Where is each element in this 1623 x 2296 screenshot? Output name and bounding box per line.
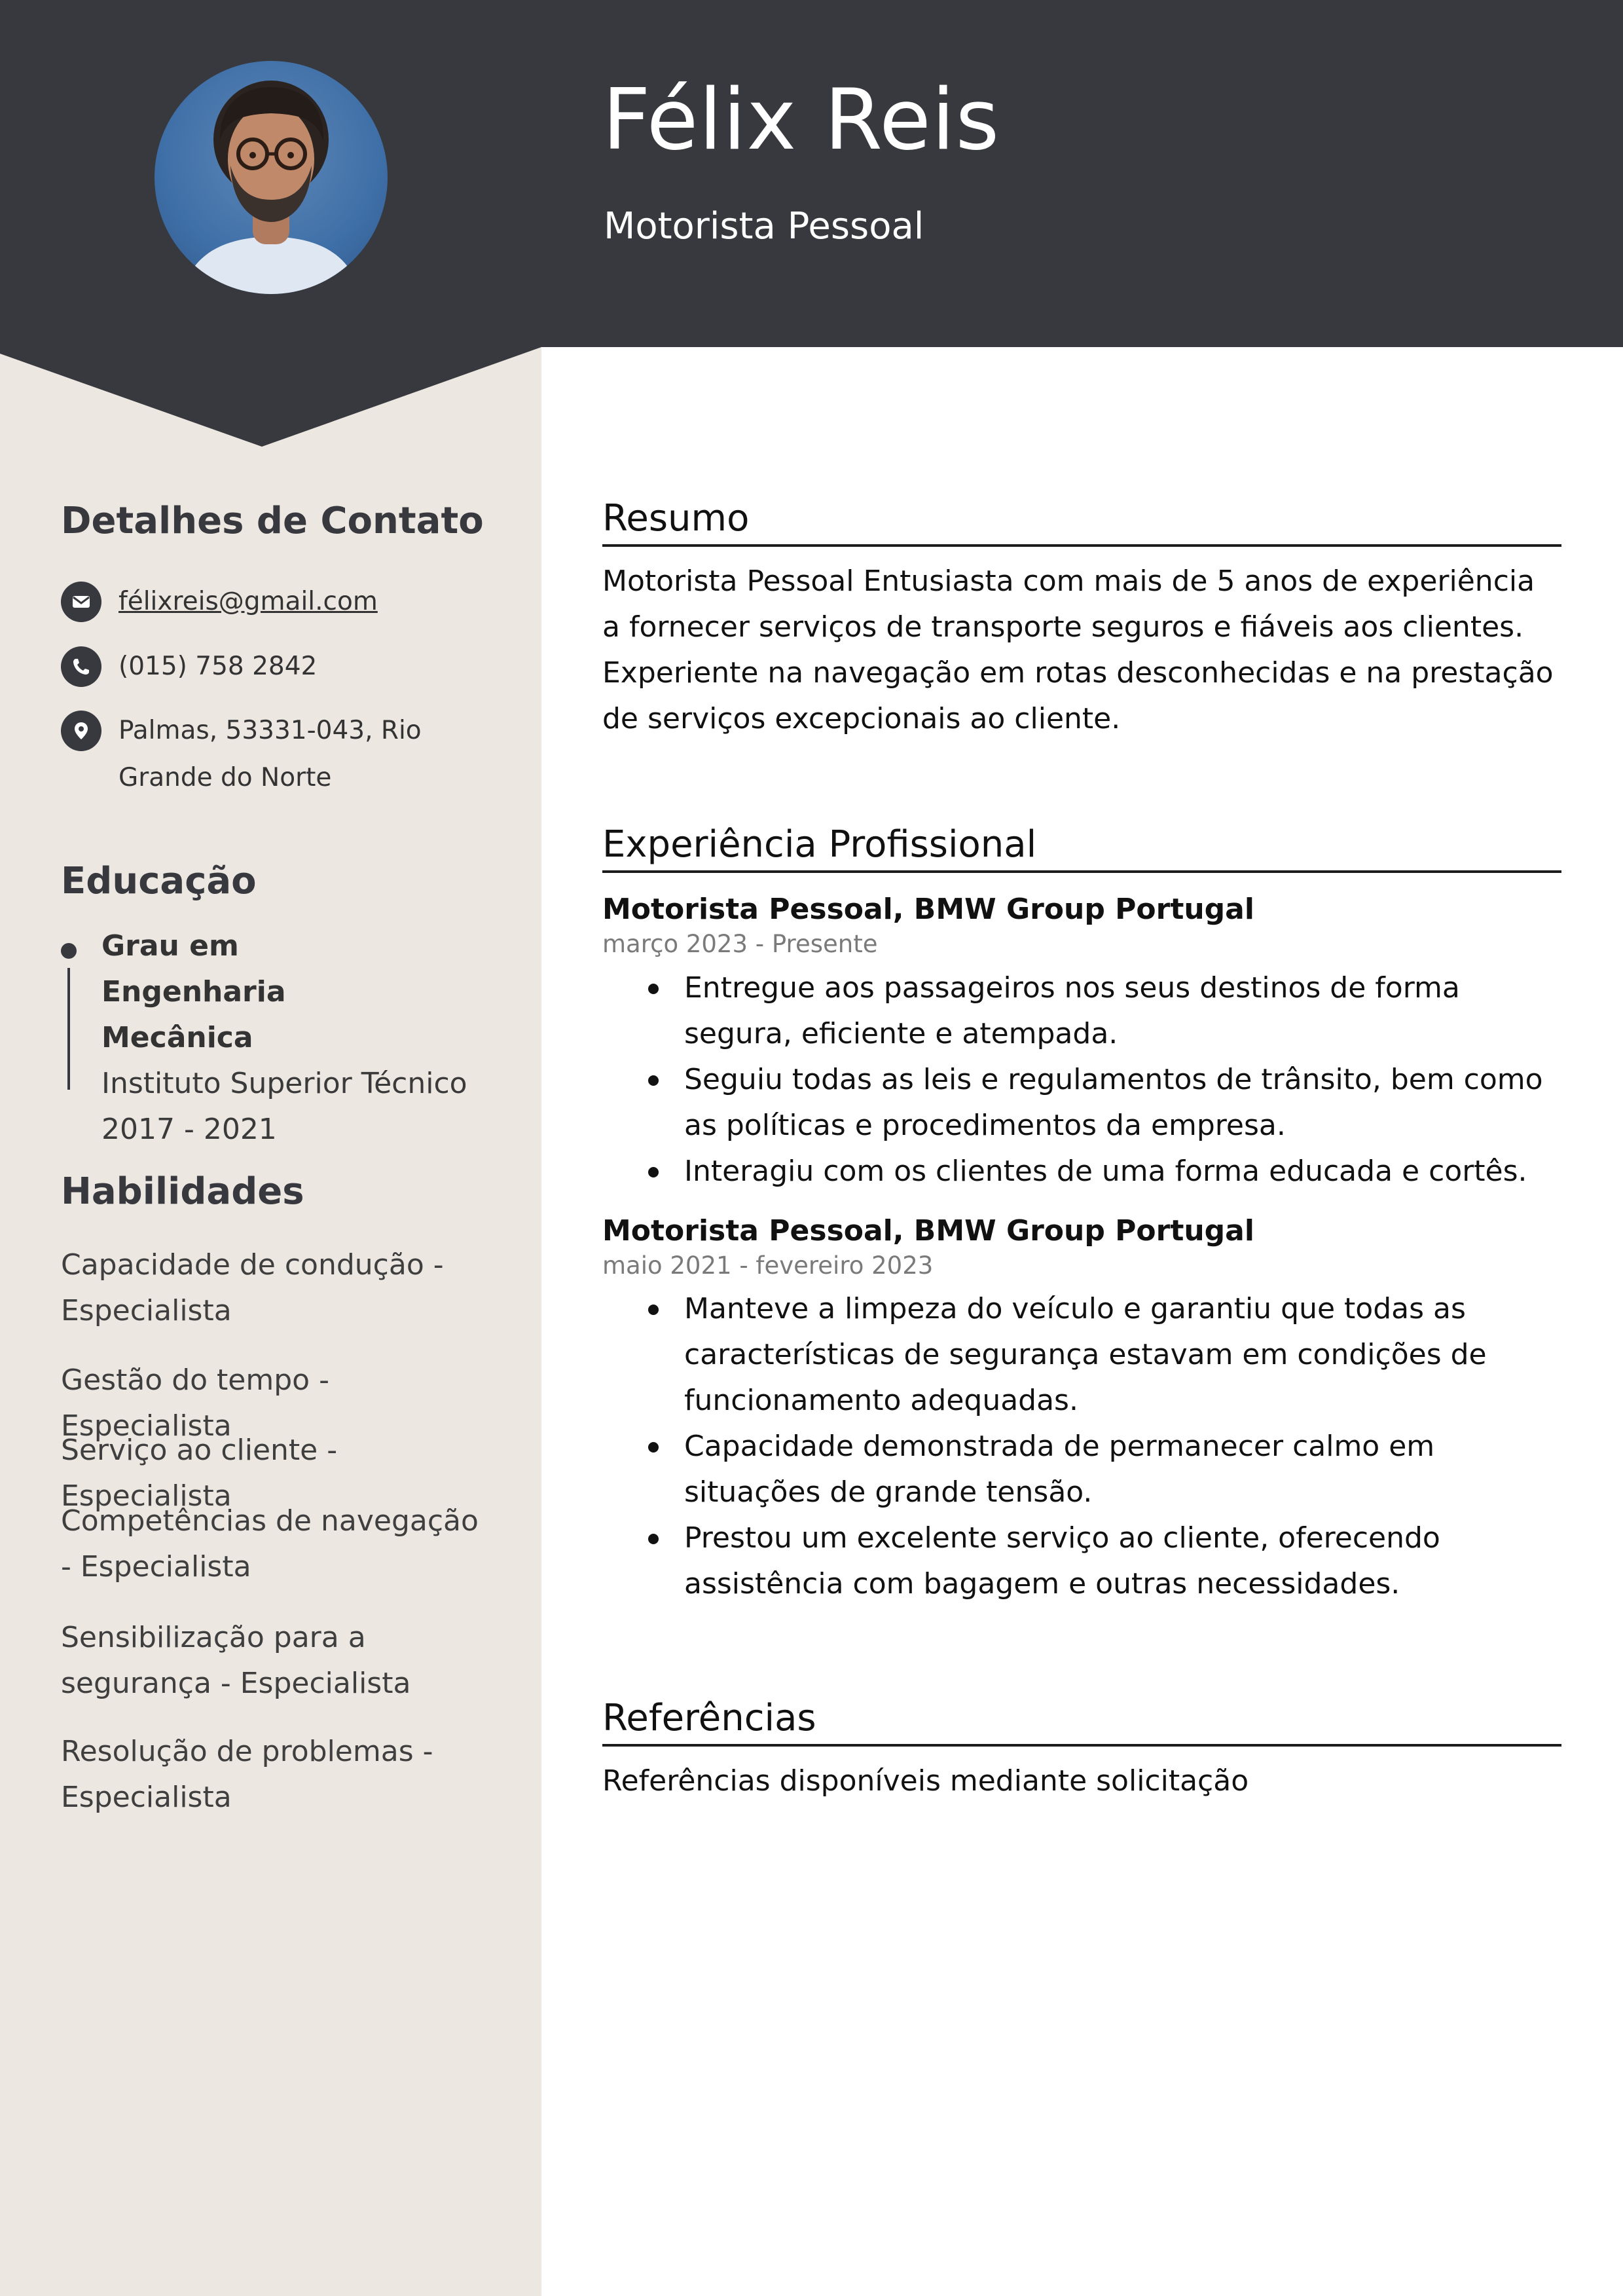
candidate-name: Félix Reis	[602, 71, 1000, 169]
phone-number: (015) 758 2842	[119, 652, 318, 681]
job-entry	[602, 1214, 1561, 1608]
job-title: Motorista Pessoal, BMW Group Portugal	[602, 1213, 1254, 1248]
skills-section	[61, 1170, 493, 1213]
references-section	[602, 1696, 1561, 1804]
job-bullet: Manteve a limpeza do veículo e garantiu que todas as características de segurança estavam em condições de funcionamento adequadas.	[602, 1286, 1561, 1424]
header-chevron	[0, 346, 541, 448]
contact-heading: Detalhes de Contato	[61, 500, 484, 542]
location-pin-icon	[61, 711, 101, 751]
envelope-icon	[61, 582, 101, 622]
job-bullet: Entregue aos passageiros nos seus destinos de forma segura, eficiente e atempada.	[602, 965, 1561, 1057]
address-text: Palmas, 53331-043, Rio Grande do Norte	[119, 716, 422, 792]
summary-heading: Resumo	[602, 496, 1561, 547]
school-name: Instituto Superior Técnico	[101, 1067, 467, 1100]
skill-item: Competências de navegação - Especialista	[61, 1504, 479, 1583]
degree-title: Grau em Engenharia Mecânica	[101, 929, 286, 1054]
summary-section	[602, 496, 1561, 742]
experience-section	[602, 823, 1561, 1607]
contact-email-row	[61, 582, 378, 625]
job-bullets	[602, 965, 1561, 1194]
job-title: Motorista Pessoal, BMW Group Portugal	[602, 893, 1254, 927]
skill-item: Resolução de problemas - Especialista	[61, 1735, 433, 1814]
job-dates: maio 2021 - fevereiro 2023	[602, 1251, 934, 1280]
email-link[interactable]: félixreis@gmail.com	[119, 587, 378, 616]
summary-text: Motorista Pessoal Entusiasta com mais de 5 anos de experiência a fornecer serviços de transporte seguros e fiáveis aos clientes. Experiente na navegação em rotas desconhecidas e na prestação de serviços excepcionais ao cliente.	[602, 565, 1554, 736]
job-bullet: Capacidade demonstrada de permanecer calmo em situações de grande tensão.	[602, 1424, 1561, 1515]
timeline-dot	[61, 943, 77, 959]
education-entry	[61, 923, 493, 1153]
references-text: Referências disponíveis mediante solicitação	[602, 1764, 1249, 1798]
job-bullet: Interagiu com os clientes de uma forma educada e cortês.	[602, 1149, 1561, 1194]
education-section	[61, 859, 493, 903]
job-dates: março 2023 - Presente	[602, 929, 878, 958]
candidate-title: Motorista Pessoal	[604, 205, 924, 248]
profile-photo	[155, 61, 388, 294]
phone-icon	[61, 646, 101, 687]
skill-item: Sensibilização para a segurança - Especialista	[61, 1621, 411, 1700]
experience-heading: Experiência Profissional	[602, 823, 1561, 873]
education-years: 2017 - 2021	[101, 1113, 277, 1146]
skill-item: Capacidade de condução - Especialista	[61, 1248, 444, 1327]
job-bullet: Seguiu todas as leis e regulamentos de trânsito, bem como as políticas e procedimentos da empresa.	[602, 1057, 1561, 1149]
skills-heading: Habilidades	[61, 1170, 304, 1213]
job-bullets	[602, 1286, 1561, 1607]
education-details	[101, 923, 493, 1153]
contact-phone-row	[61, 646, 317, 690]
education-heading: Educação	[61, 860, 257, 902]
job-bullet: Prestou um excelente serviço ao cliente, oferecendo assistência com bagagem e outras necessidades.	[602, 1515, 1561, 1607]
job-entry	[602, 893, 1561, 1194]
skill-item: Gestão do tempo - Especialista	[61, 1363, 329, 1443]
references-heading: Referências	[602, 1696, 1561, 1747]
contact-address-row	[61, 711, 493, 802]
contact-section	[61, 499, 493, 543]
timeline-line	[67, 968, 70, 1090]
skill-item: Serviço ao cliente - Especialista	[61, 1434, 338, 1513]
